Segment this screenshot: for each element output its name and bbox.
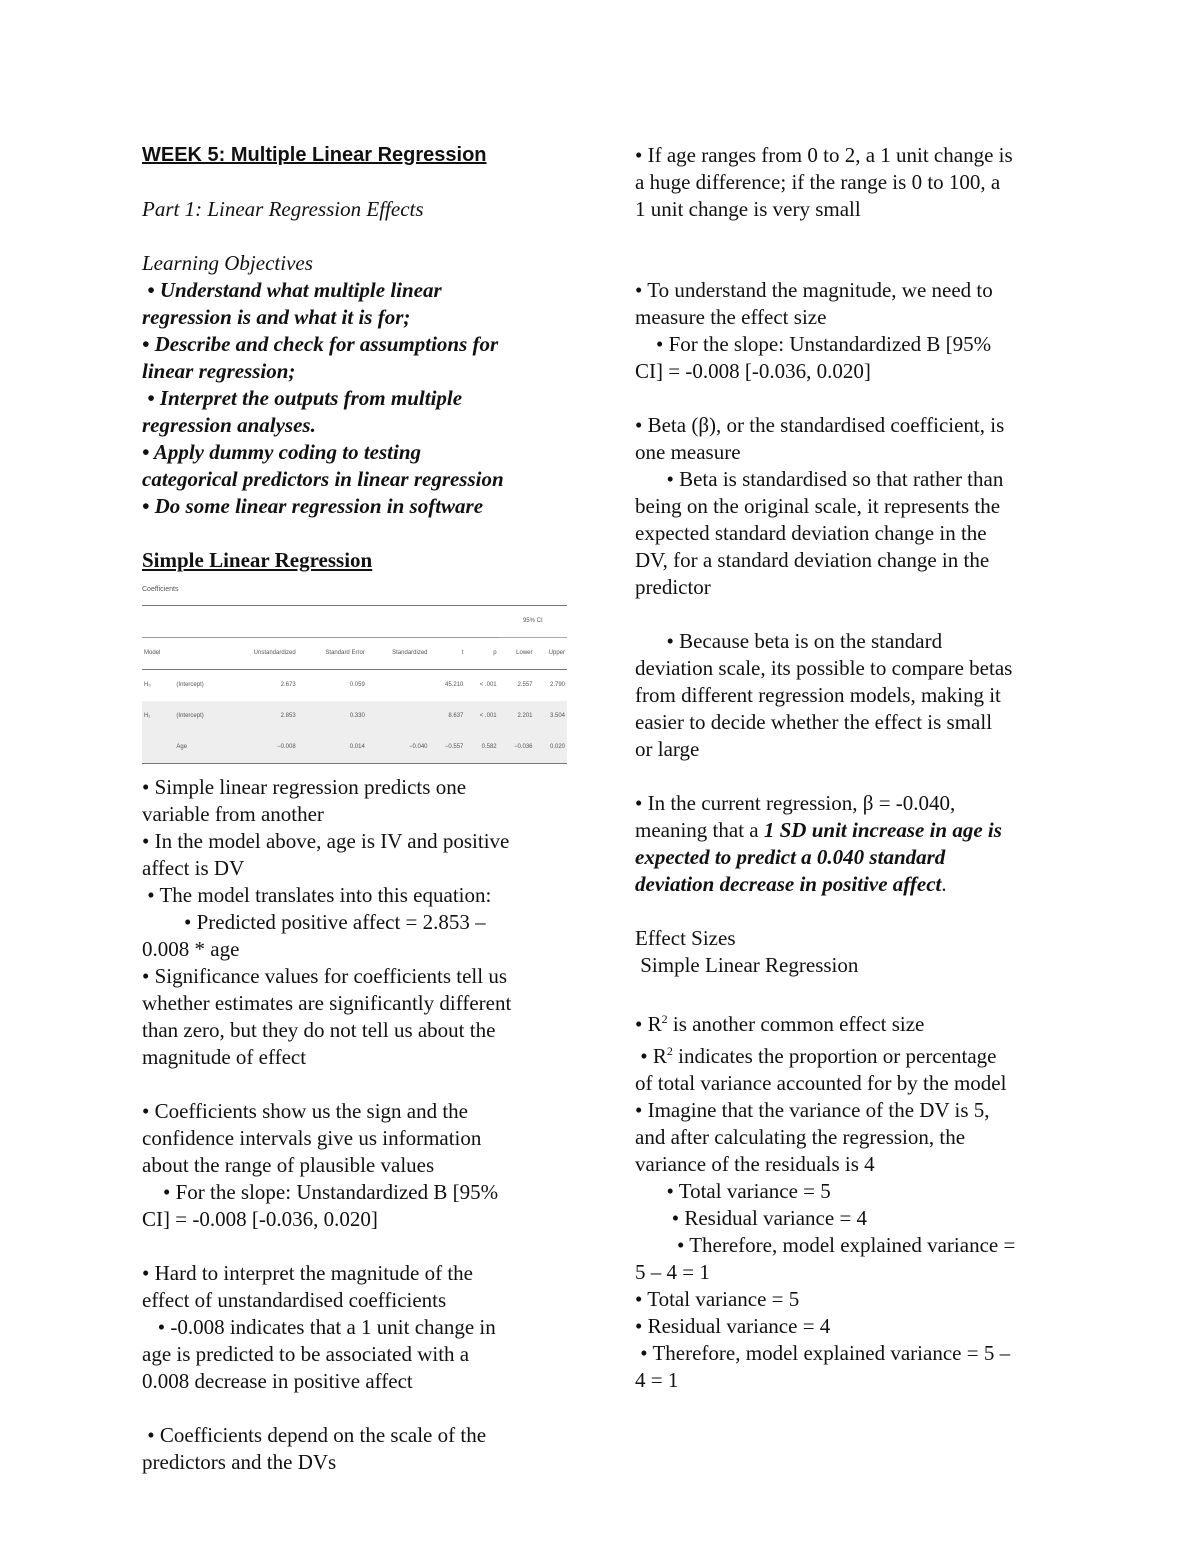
text-line: whether estimates are significantly different bbox=[142, 991, 512, 1015]
table-header-cell: p bbox=[465, 638, 498, 670]
r2-b-post: indicates the proportion or percentage bbox=[672, 1044, 997, 1068]
text-line: or large bbox=[635, 737, 700, 761]
text-line: • Residual variance = 4 bbox=[635, 1314, 831, 1338]
r2-a-post: is another common effect size bbox=[667, 1012, 925, 1036]
text-line: 0.008 * age bbox=[142, 937, 240, 961]
text-line: measure the effect size bbox=[635, 305, 827, 329]
r2-line-1 bbox=[635, 1006, 1065, 1038]
text-line: predictor bbox=[635, 575, 711, 599]
table-header-cell: Unstandardized bbox=[224, 638, 297, 670]
left-paragraph-4 bbox=[142, 1422, 572, 1476]
text-line: • Total variance = 5 bbox=[635, 1287, 800, 1311]
table-cell: < .001 bbox=[465, 701, 498, 732]
table-cell: Age bbox=[174, 732, 224, 764]
objectives-list bbox=[142, 277, 572, 520]
table-cell: 2.557 bbox=[517, 682, 533, 688]
text-line: confidence intervals give us information bbox=[142, 1126, 482, 1150]
text-line: predictors and the DVs bbox=[142, 1450, 337, 1474]
table-cell: H₀ bbox=[144, 682, 151, 688]
simple-lr-subheading: Simple Linear Regression bbox=[635, 953, 859, 977]
left-paragraph-2 bbox=[142, 1098, 572, 1233]
text-line: of total variance accounted for by the model bbox=[635, 1071, 1007, 1095]
text-line: categorical predictors in linear regression bbox=[142, 467, 504, 491]
table-cell: < .001 bbox=[479, 682, 497, 688]
table-cell: (Intercept) bbox=[176, 682, 204, 688]
text-line: • Simple linear regression predicts one bbox=[142, 775, 467, 799]
table-header-cell: t bbox=[430, 638, 466, 670]
text-line: • Beta (β), or the standardised coefficient, is bbox=[635, 413, 1005, 437]
text-line: • Significance values for coefficients tell us bbox=[142, 964, 508, 988]
text-line: than zero, but they do not tell us about the bbox=[142, 1018, 496, 1042]
right-paragraph-1 bbox=[635, 142, 1065, 223]
table-header-cell: Model bbox=[142, 638, 174, 670]
table-row bbox=[142, 670, 567, 702]
text-line: age is predicted to be associated with a bbox=[142, 1342, 470, 1366]
table-cell: 0.020 bbox=[535, 732, 567, 764]
text-line: • For the slope: Unstandardized B [95% bbox=[635, 332, 992, 356]
text-line: from different regression models, making it bbox=[635, 683, 1001, 707]
beta-line-2-plain: meaning that a bbox=[635, 818, 764, 842]
text-line: • Interpret the outputs from multiple bbox=[142, 386, 463, 410]
table-cell: 0.582 bbox=[465, 732, 498, 764]
table-cell: 0.059 bbox=[349, 682, 365, 688]
text-line: • Residual variance = 4 bbox=[635, 1206, 868, 1230]
table-cell: (Intercept) bbox=[174, 701, 224, 732]
r2-b-pre: • R bbox=[635, 1044, 667, 1068]
ci-label: 95% CI bbox=[499, 606, 567, 638]
text-line: • Therefore, model explained variance = bbox=[635, 1233, 1016, 1257]
text-line: 5 – 4 = 1 bbox=[635, 1260, 710, 1284]
table-row bbox=[142, 732, 567, 764]
text-line: • Do some linear regression in software bbox=[142, 494, 484, 518]
right-paragraph-6 bbox=[635, 1070, 1065, 1394]
text-line: • Total variance = 5 bbox=[635, 1179, 831, 1203]
text-line: easier to decide whether the effect is small bbox=[635, 710, 993, 734]
text-line: • Imagine that the variance of the DV is 5, bbox=[635, 1098, 990, 1122]
text-line: being on the original scale, it represents the bbox=[635, 494, 1001, 518]
table-cell: −0.040 bbox=[367, 732, 430, 764]
right-column bbox=[635, 142, 1065, 1394]
table-cell: 3.504 bbox=[535, 701, 567, 732]
right-paragraph-3 bbox=[635, 412, 1065, 601]
beta-line-4-end: . bbox=[941, 872, 947, 896]
table-cell: 2.790 bbox=[549, 682, 565, 688]
table-cell: 2.853 bbox=[224, 701, 297, 732]
left-paragraph-1 bbox=[142, 774, 572, 1071]
text-line: • In the model above, age is IV and positive bbox=[142, 829, 510, 853]
text-line: variance of the residuals is 4 bbox=[635, 1152, 875, 1176]
table-cell: 45.210 bbox=[445, 682, 464, 688]
text-line: • -0.008 indicates that a 1 unit change in bbox=[142, 1315, 496, 1339]
text-line: • Apply dummy coding to testing bbox=[142, 440, 421, 464]
text-line: regression analyses. bbox=[142, 413, 316, 437]
table-header-cell: Upper bbox=[535, 638, 567, 670]
left-column bbox=[142, 142, 572, 1476]
text-line: DV, for a standard deviation change in the bbox=[635, 548, 990, 572]
table-caption: Coefficients bbox=[142, 586, 179, 593]
week-title: WEEK 5: Multiple Linear Regression bbox=[142, 144, 487, 166]
table-cell: 0.014 bbox=[298, 732, 367, 764]
table-cell bbox=[142, 732, 174, 764]
text-line: • If age ranges from 0 to 2, a 1 unit change is bbox=[635, 143, 1013, 167]
objectives-heading: Learning Objectives bbox=[142, 251, 313, 275]
table-cell: 2.673 bbox=[280, 682, 296, 688]
text-line: a huge difference; if the range is 0 to 100, a bbox=[635, 170, 1001, 194]
text-line: • Describe and check for assumptions for bbox=[142, 332, 499, 356]
table-cell: 0.330 bbox=[298, 701, 367, 732]
text-line: • For the slope: Unstandardized B [95% bbox=[142, 1180, 499, 1204]
coefficients-table bbox=[142, 576, 567, 764]
text-line: 1 unit change is very small bbox=[635, 197, 861, 221]
table-cell: −0.036 bbox=[499, 732, 535, 764]
left-paragraph-3 bbox=[142, 1260, 572, 1395]
text-line: • Beta is standardised so that rather than bbox=[635, 467, 1004, 491]
text-line: 4 = 1 bbox=[635, 1368, 679, 1392]
table-row bbox=[142, 701, 567, 732]
text-line: • Coefficients show us the sign and the bbox=[142, 1099, 469, 1123]
table-cell: −0.008 bbox=[224, 732, 297, 764]
text-line: CI] = -0.008 [-0.036, 0.020] bbox=[142, 1207, 378, 1231]
beta-line-2 bbox=[635, 817, 1065, 844]
beta-line-1: • In the current regression, β = -0.040, bbox=[635, 791, 956, 815]
text-line: 0.008 decrease in positive affect bbox=[142, 1369, 413, 1393]
text-line: deviation scale, its possible to compare betas bbox=[635, 656, 1013, 680]
r2-line-2 bbox=[635, 1038, 1065, 1070]
table-cell: 2.201 bbox=[499, 701, 535, 732]
text-line: regression is and what it is for; bbox=[142, 305, 411, 329]
effect-sizes-heading: Effect Sizes bbox=[635, 926, 736, 950]
table-cell: 8.637 bbox=[430, 701, 466, 732]
table-cell: H₁ bbox=[142, 701, 174, 732]
text-line: • The model translates into this equation: bbox=[142, 883, 492, 907]
table-header-cell: Lower bbox=[499, 638, 535, 670]
text-line: • Coefficients depend on the scale of the bbox=[142, 1423, 487, 1447]
text-line: effect of unstandardised coefficients bbox=[142, 1288, 447, 1312]
beta-line-2-bold: 1 SD unit increase in age is bbox=[763, 818, 1002, 842]
beta-line-3: expected to predict a 0.040 standard bbox=[635, 845, 946, 869]
table-header-cell: Standard Error bbox=[298, 638, 367, 670]
table-cell bbox=[367, 670, 430, 702]
table-cell: −0.557 bbox=[430, 732, 466, 764]
text-line: and after calculating the regression, the bbox=[635, 1125, 966, 1149]
beta-line-4-bold: deviation decrease in positive affect bbox=[635, 872, 942, 896]
table-cell bbox=[367, 701, 430, 732]
table-header-cell bbox=[174, 638, 224, 670]
right-paragraph-2 bbox=[635, 277, 1065, 385]
r2-b-sup: 2 bbox=[666, 1044, 673, 1058]
text-line: • Predicted positive affect = 2.853 – bbox=[142, 910, 486, 934]
text-line: CI] = -0.008 [-0.036, 0.020] bbox=[635, 359, 871, 383]
r2-a-pre: • R bbox=[635, 1012, 662, 1036]
text-line: • Understand what multiple linear bbox=[142, 278, 442, 302]
text-line: • Because beta is on the standard bbox=[635, 629, 943, 653]
r2-a-sup: 2 bbox=[661, 1012, 668, 1026]
text-line: • To understand the magnitude, we need to bbox=[635, 278, 993, 302]
text-line: magnitude of effect bbox=[142, 1045, 307, 1069]
text-line: linear regression; bbox=[142, 359, 296, 383]
text-line: • Therefore, model explained variance = 5 – bbox=[635, 1341, 1011, 1365]
section-heading: Simple Linear Regression bbox=[142, 548, 373, 572]
text-line: about the range of plausible values bbox=[142, 1153, 435, 1177]
text-line: one measure bbox=[635, 440, 741, 464]
text-line: • Hard to interpret the magnitude of the bbox=[142, 1261, 473, 1285]
text-line: expected standard deviation change in the bbox=[635, 521, 987, 545]
text-line: affect is DV bbox=[142, 856, 245, 880]
table-header-row bbox=[142, 638, 567, 670]
beta-line-4 bbox=[635, 871, 1065, 898]
text-line: variable from another bbox=[142, 802, 324, 826]
right-paragraph-4 bbox=[635, 628, 1065, 763]
part-title: Part 1: Linear Regression Effects bbox=[142, 197, 424, 221]
table-header-cell: Standardized bbox=[367, 638, 430, 670]
